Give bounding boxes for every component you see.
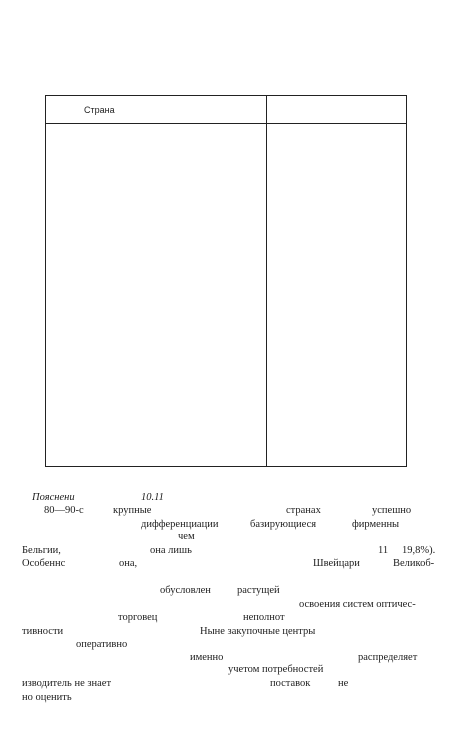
table-header-country: Страна — [84, 105, 115, 115]
text-fragment: учетом потребностей — [228, 664, 324, 675]
text-fragment: тивности — [22, 626, 64, 637]
text-fragment: странах — [286, 505, 321, 516]
table-reference: 10.11 — [141, 492, 164, 503]
text-fragment: растущей — [237, 585, 280, 596]
text-fragment: Особеннс — [22, 558, 66, 569]
text-fragment: она лишь — [150, 545, 192, 556]
text-fragment: 11 — [378, 545, 389, 556]
data-table — [45, 95, 407, 467]
text-fragment: но оценить — [22, 692, 72, 703]
text-fragment: Ныне закупочные центры — [200, 626, 316, 637]
text-fragment: торговец — [118, 612, 158, 623]
table-header-divider — [46, 123, 406, 124]
text-fragment: неполнот — [243, 612, 285, 623]
text-fragment: поставок — [270, 678, 311, 689]
text-fragment: не — [338, 678, 349, 689]
text-fragment: именно — [190, 652, 224, 663]
text-fragment: распределяет — [358, 652, 418, 663]
text-fragment: фирменны — [352, 519, 400, 530]
text-fragment: Великоб- — [393, 558, 435, 569]
text-fragment: она, — [119, 558, 138, 569]
text-fragment: оперативно — [76, 639, 128, 650]
text-fragment: Швейцари — [313, 558, 360, 569]
text-fragment: успешно — [372, 505, 412, 516]
explanation-label: Пояснени — [32, 492, 75, 503]
text-fragment: крупные — [113, 505, 152, 516]
table-column-divider — [266, 96, 267, 466]
text-fragment: базирующиеся — [250, 519, 317, 530]
text-fragment: Бельгии, — [22, 545, 61, 556]
text-fragment: дифференциации — [141, 519, 219, 530]
text-fragment: обусловлен — [160, 585, 211, 596]
text-fragment: 80—90-с — [44, 505, 84, 516]
text-fragment: чем — [178, 531, 195, 542]
text-fragment: освоения систем оптичес- — [299, 599, 416, 610]
text-fragment: изводитель не знает — [22, 678, 112, 689]
text-fragment: 19,8%). — [402, 545, 436, 556]
